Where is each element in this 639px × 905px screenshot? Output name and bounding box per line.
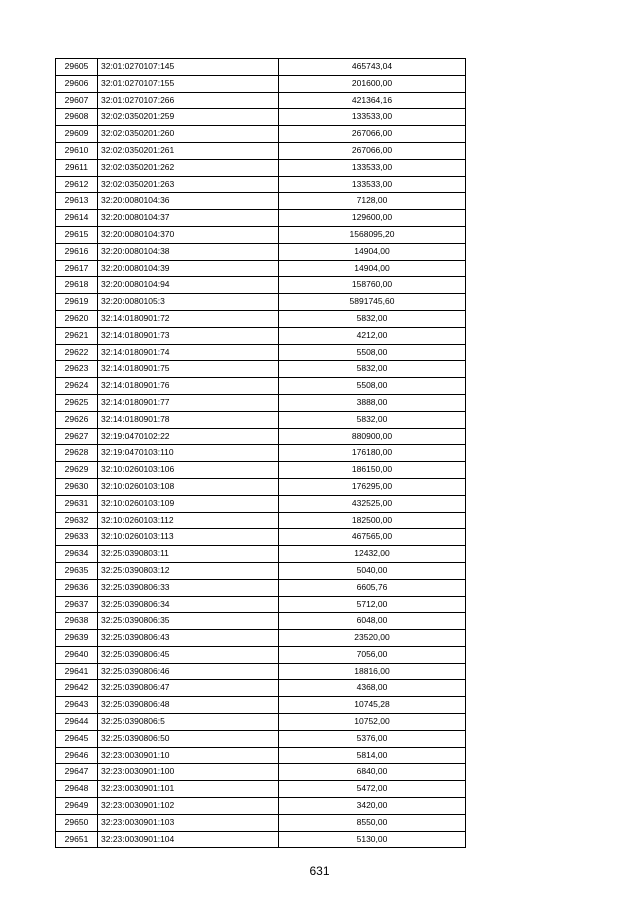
value-cell: 7056,00 [279, 646, 466, 663]
table-row [56, 109, 466, 126]
table-row [56, 596, 466, 613]
row-number-cell: 29642 [56, 680, 98, 697]
cadastral-number-cell: 32:25:0390806:47 [98, 680, 279, 697]
value-cell: 5832,00 [279, 361, 466, 378]
value-cell: 12432,00 [279, 546, 466, 563]
cadastral-number-cell: 32:25:0390806:34 [98, 596, 279, 613]
value-cell: 10752,00 [279, 714, 466, 731]
table-row [56, 512, 466, 529]
row-number-cell: 29644 [56, 714, 98, 731]
row-number-cell: 29607 [56, 92, 98, 109]
cadastral-number-cell: 32:25:0390803:11 [98, 546, 279, 563]
cadastral-number-cell: 32:10:0260103:106 [98, 462, 279, 479]
table-row [56, 798, 466, 815]
row-number-cell: 29611 [56, 159, 98, 176]
cadastral-number-cell: 32:23:0030901:100 [98, 764, 279, 781]
row-number-cell: 29640 [56, 646, 98, 663]
row-number-cell: 29609 [56, 126, 98, 143]
value-cell: 182500,00 [279, 512, 466, 529]
value-cell: 6840,00 [279, 764, 466, 781]
value-cell: 5814,00 [279, 747, 466, 764]
table-row [56, 663, 466, 680]
cadastral-number-cell: 32:14:0180901:77 [98, 394, 279, 411]
table-row [56, 344, 466, 361]
value-cell: 421364,16 [279, 92, 466, 109]
row-number-cell: 29650 [56, 814, 98, 831]
cadastral-number-cell: 32:14:0180901:74 [98, 344, 279, 361]
cadastral-number-cell: 32:01:0270107:155 [98, 75, 279, 92]
row-number-cell: 29649 [56, 798, 98, 815]
value-cell: 5832,00 [279, 411, 466, 428]
table-row [56, 361, 466, 378]
table-row [56, 730, 466, 747]
row-number-cell: 29641 [56, 663, 98, 680]
value-cell: 10745,28 [279, 697, 466, 714]
cadastral-number-cell: 32:23:0030901:103 [98, 814, 279, 831]
cadastral-number-cell: 32:25:0390803:12 [98, 562, 279, 579]
table-row [56, 495, 466, 512]
row-number-cell: 29624 [56, 378, 98, 395]
cadastral-number-cell: 32:19:0470103:110 [98, 445, 279, 462]
table-row [56, 630, 466, 647]
row-number-cell: 29632 [56, 512, 98, 529]
table-row [56, 529, 466, 546]
cadastral-number-cell: 32:10:0260103:113 [98, 529, 279, 546]
table-row [56, 697, 466, 714]
table-row [56, 243, 466, 260]
value-cell: 880900,00 [279, 428, 466, 445]
row-number-cell: 29621 [56, 327, 98, 344]
row-number-cell: 29637 [56, 596, 98, 613]
table-row [56, 327, 466, 344]
value-cell: 5472,00 [279, 781, 466, 798]
cadastral-number-cell: 32:20:0080105:3 [98, 294, 279, 311]
cadastral-number-cell: 32:14:0180901:73 [98, 327, 279, 344]
cadastral-number-cell: 32:20:0080104:37 [98, 210, 279, 227]
cadastral-number-cell: 32:20:0080104:370 [98, 226, 279, 243]
row-number-cell: 29605 [56, 59, 98, 76]
row-number-cell: 29614 [56, 210, 98, 227]
value-cell: 267066,00 [279, 126, 466, 143]
value-cell: 1568095,20 [279, 226, 466, 243]
row-number-cell: 29623 [56, 361, 98, 378]
table-row [56, 462, 466, 479]
value-cell: 4212,00 [279, 327, 466, 344]
row-number-cell: 29610 [56, 142, 98, 159]
cadastral-number-cell: 32:02:0350201:261 [98, 142, 279, 159]
table-row [56, 294, 466, 311]
value-cell: 5376,00 [279, 730, 466, 747]
value-cell: 129600,00 [279, 210, 466, 227]
table-row [56, 226, 466, 243]
cadastral-number-cell: 32:25:0390806:43 [98, 630, 279, 647]
table-row [56, 646, 466, 663]
cadastral-number-cell: 32:01:0270107:145 [98, 59, 279, 76]
table-row [56, 764, 466, 781]
row-number-cell: 29620 [56, 310, 98, 327]
table-row [56, 210, 466, 227]
cadastral-number-cell: 32:14:0180901:75 [98, 361, 279, 378]
cadastral-number-cell: 32:23:0030901:102 [98, 798, 279, 815]
cadastral-number-cell: 32:10:0260103:108 [98, 478, 279, 495]
cadastral-number-cell: 32:10:0260103:112 [98, 512, 279, 529]
value-cell: 3888,00 [279, 394, 466, 411]
table-row [56, 562, 466, 579]
table-row [56, 579, 466, 596]
row-number-cell: 29647 [56, 764, 98, 781]
table-row [56, 277, 466, 294]
table-row [56, 394, 466, 411]
row-number-cell: 29619 [56, 294, 98, 311]
cadastral-number-cell: 32:25:0390806:48 [98, 697, 279, 714]
cadastral-number-cell: 32:25:0390806:5 [98, 714, 279, 731]
cadastral-number-cell: 32:19:0470102:22 [98, 428, 279, 445]
row-number-cell: 29645 [56, 730, 98, 747]
value-cell: 6048,00 [279, 613, 466, 630]
row-number-cell: 29606 [56, 75, 98, 92]
value-cell: 5508,00 [279, 378, 466, 395]
row-number-cell: 29633 [56, 529, 98, 546]
value-cell: 14904,00 [279, 260, 466, 277]
cadastral-number-cell: 32:01:0270107:266 [98, 92, 279, 109]
cadastral-number-cell: 32:25:0390806:46 [98, 663, 279, 680]
row-number-cell: 29638 [56, 613, 98, 630]
cadastral-number-cell: 32:14:0180901:76 [98, 378, 279, 395]
row-number-cell: 29636 [56, 579, 98, 596]
row-number-cell: 29639 [56, 630, 98, 647]
cadastral-number-cell: 32:02:0350201:260 [98, 126, 279, 143]
value-cell: 8550,00 [279, 814, 466, 831]
row-number-cell: 29617 [56, 260, 98, 277]
value-cell: 201600,00 [279, 75, 466, 92]
value-cell: 133533,00 [279, 109, 466, 126]
table-row [56, 831, 466, 848]
row-number-cell: 29634 [56, 546, 98, 563]
table-row [56, 445, 466, 462]
table-row [56, 92, 466, 109]
cadastral-number-cell: 32:25:0390806:33 [98, 579, 279, 596]
table-row [56, 75, 466, 92]
cadastral-number-cell: 32:02:0350201:262 [98, 159, 279, 176]
table-row [56, 680, 466, 697]
table-row [56, 378, 466, 395]
cadastral-number-cell: 32:25:0390806:45 [98, 646, 279, 663]
row-number-cell: 29631 [56, 495, 98, 512]
table-row [56, 714, 466, 731]
table-row [56, 411, 466, 428]
value-cell: 176295,00 [279, 478, 466, 495]
value-cell: 267066,00 [279, 142, 466, 159]
row-number-cell: 29618 [56, 277, 98, 294]
row-number-cell: 29648 [56, 781, 98, 798]
table-row [56, 747, 466, 764]
row-number-cell: 29629 [56, 462, 98, 479]
table-row [56, 814, 466, 831]
cadastral-number-cell: 32:23:0030901:101 [98, 781, 279, 798]
value-cell: 5832,00 [279, 310, 466, 327]
value-cell: 3420,00 [279, 798, 466, 815]
cadastral-number-cell: 32:25:0390806:35 [98, 613, 279, 630]
row-number-cell: 29626 [56, 411, 98, 428]
value-cell: 18816,00 [279, 663, 466, 680]
value-cell: 5712,00 [279, 596, 466, 613]
cadastral-number-cell: 32:23:0030901:10 [98, 747, 279, 764]
table-body [56, 59, 466, 848]
row-number-cell: 29613 [56, 193, 98, 210]
row-number-cell: 29627 [56, 428, 98, 445]
row-number-cell: 29635 [56, 562, 98, 579]
table-row [56, 781, 466, 798]
row-number-cell: 29615 [56, 226, 98, 243]
row-number-cell: 29643 [56, 697, 98, 714]
value-cell: 4368,00 [279, 680, 466, 697]
row-number-cell: 29651 [56, 831, 98, 848]
cadastral-number-cell: 32:14:0180901:78 [98, 411, 279, 428]
value-cell: 5508,00 [279, 344, 466, 361]
table-row [56, 176, 466, 193]
value-cell: 467565,00 [279, 529, 466, 546]
value-cell: 465743,04 [279, 59, 466, 76]
value-cell: 133533,00 [279, 159, 466, 176]
cadastral-number-cell: 32:02:0350201:263 [98, 176, 279, 193]
table-row [56, 59, 466, 76]
cadastral-number-cell: 32:20:0080104:39 [98, 260, 279, 277]
value-cell: 5891745,60 [279, 294, 466, 311]
value-cell: 158760,00 [279, 277, 466, 294]
table-row [56, 142, 466, 159]
cadastral-number-cell: 32:25:0390806:50 [98, 730, 279, 747]
row-number-cell: 29628 [56, 445, 98, 462]
row-number-cell: 29622 [56, 344, 98, 361]
row-number-cell: 29625 [56, 394, 98, 411]
table-row [56, 613, 466, 630]
value-cell: 176180,00 [279, 445, 466, 462]
cadastral-number-cell: 32:20:0080104:36 [98, 193, 279, 210]
row-number-cell: 29608 [56, 109, 98, 126]
row-number-cell: 29630 [56, 478, 98, 495]
cadastral-number-cell: 32:14:0180901:72 [98, 310, 279, 327]
cadastral-number-cell: 32:20:0080104:38 [98, 243, 279, 260]
row-number-cell: 29616 [56, 243, 98, 260]
table-row [56, 310, 466, 327]
table-row [56, 546, 466, 563]
value-cell: 186150,00 [279, 462, 466, 479]
cadastral-number-cell: 32:23:0030901:104 [98, 831, 279, 848]
table-row [56, 193, 466, 210]
value-cell: 5130,00 [279, 831, 466, 848]
cadastral-number-cell: 32:20:0080104:94 [98, 277, 279, 294]
value-cell: 23520,00 [279, 630, 466, 647]
value-cell: 432525,00 [279, 495, 466, 512]
table-row [56, 159, 466, 176]
value-cell: 5040,00 [279, 562, 466, 579]
cadastral-table [55, 58, 466, 848]
value-cell: 14904,00 [279, 243, 466, 260]
row-number-cell: 29612 [56, 176, 98, 193]
page-number: 631 [309, 864, 330, 878]
value-cell: 7128,00 [279, 193, 466, 210]
row-number-cell: 29646 [56, 747, 98, 764]
table-row [56, 478, 466, 495]
table-row [56, 126, 466, 143]
value-cell: 133533,00 [279, 176, 466, 193]
value-cell: 6605,76 [279, 579, 466, 596]
table-row [56, 428, 466, 445]
cadastral-number-cell: 32:10:0260103:109 [98, 495, 279, 512]
table-row [56, 260, 466, 277]
cadastral-number-cell: 32:02:0350201:259 [98, 109, 279, 126]
